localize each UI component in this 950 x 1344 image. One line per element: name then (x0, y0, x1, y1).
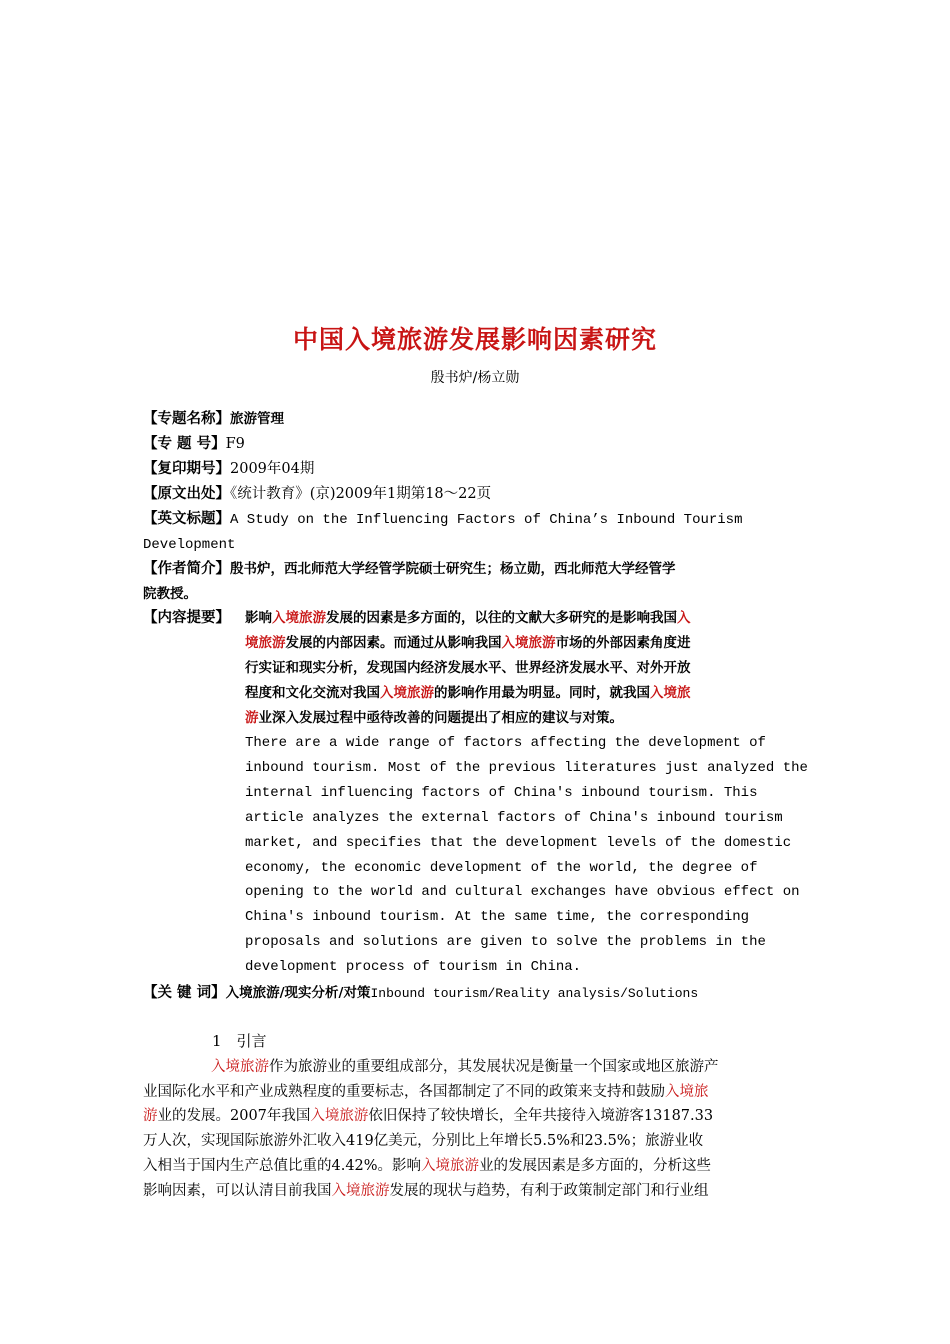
body-text: 业的发展。2007年我国 (157, 1108, 311, 1125)
body-text: 万人次，实现国际旅游外汇收入419亿美元，分别比上年增长5.5%和23.5%；旅游业收 (143, 1133, 704, 1150)
meta-topic (143, 407, 808, 432)
meta-code (143, 432, 808, 457)
reprint-value: 2009年04期 (230, 461, 315, 477)
body-text: 入相当于国内生产总值比重的4.42%。影响 (143, 1157, 422, 1174)
keywords-label: 【关 键 词】 (143, 985, 226, 1001)
abstract-en-line: proposals and solutions are given to solve the problems in the (245, 934, 766, 951)
reprint-label: 【复印期号】 (143, 461, 230, 477)
authors: 殷书炉/杨立勋 (430, 370, 520, 386)
keywords-en: Inbound tourism/Reality analysis/Solutions (370, 986, 699, 1001)
abstract-en-line: There are a wide range of factors affecting the development of (245, 735, 766, 751)
abstract-cn-text: 业深入发展过程中亟待改善的问题提出了相应的建议与对策。 (258, 710, 623, 726)
en-title-label: 【英文标题】 (143, 511, 230, 527)
meta-english-title (143, 507, 808, 558)
code-value: F9 (225, 436, 245, 452)
keyword-highlight: 入境旅游 (272, 610, 326, 626)
keyword-highlight: 入境旅游 (310, 1108, 369, 1125)
en-title-line2: Development (143, 537, 236, 553)
body-text: 依旧保持了较快增长，全年共接待入境游客13187.33 (368, 1108, 714, 1125)
meta-keywords (143, 981, 808, 1006)
source-label: 【原文出处】 (143, 486, 230, 502)
meta-reprint (143, 457, 808, 482)
abstract-en-line: economy, the economic development of the world, the degree of (245, 859, 758, 876)
abstract-english (245, 731, 810, 980)
body-text: 业的发展因素是多方面的，分析这些 (479, 1157, 712, 1174)
abstract-en-line: development process of tourism in China. (245, 959, 582, 976)
abstract-chinese (245, 606, 810, 980)
author-line2: 院教授。 (143, 586, 197, 602)
body-text: 业国际化水平和产业成熟程度的重要标志，各国都制定了不同的政策来支持和鼓励 (143, 1083, 665, 1100)
code-label: 【专 题 号】 (143, 436, 226, 452)
abstract-cn-text: 程度和文化交流对我国 (245, 685, 380, 701)
abstract-en-line: inbound tourism. Most of the previous literatures just analyzed the (245, 759, 808, 776)
abstract-cn-text: 影响 (245, 610, 272, 626)
keyword-highlight: 入境旅游 (331, 1182, 390, 1199)
abstract-label: 【内容提要】 (143, 610, 230, 626)
keyword-highlight: 入境旅 (665, 1083, 709, 1100)
topic-label: 【专题名称】 (143, 411, 230, 427)
abstract-en-line: article analyzes the external factors of China's inbound tourism (245, 809, 783, 826)
body-text: 发展的现状与趋势，有利于政策制定部门和行业组 (389, 1182, 709, 1199)
keyword-highlight: 入境旅游 (421, 1157, 480, 1174)
keyword-highlight: 入境旅游 (380, 685, 434, 701)
abstract-en-line: market, and specifies that the development levels of the domestic (245, 834, 792, 851)
meta-source (143, 482, 808, 507)
page-title: 中国入境旅游发展影响因素研究 (292, 325, 657, 354)
abstract-cn-text: 行实证和现实分析，发现国内经济发展水平、世界经济发展水平、对外开放 (245, 660, 691, 676)
abstract-en-line: China's inbound tourism. At the same time, the corresponding (245, 909, 750, 926)
keywords-cn: 入境旅游/现实分析/对策 (225, 985, 371, 1001)
keyword-highlight: 入境旅游 (211, 1059, 269, 1075)
keyword-highlight: 境旅游 (245, 635, 286, 651)
keyword-highlight: 入 (677, 610, 691, 626)
en-title-line1: A Study on the Influencing Factors of China’s Inbound Tourism (230, 512, 743, 528)
section-heading: 1 引言 (212, 1032, 267, 1050)
abstract-en-line: opening to the world and cultural exchanges have obvious effect on (245, 884, 800, 901)
author-line1: 殷书炉，西北师范大学经管学院硕士研究生；杨立勋，西北师范大学经管学 (230, 561, 676, 577)
abstract-cn-text: 市场的外部因素角度进 (555, 635, 691, 651)
author-label: 【作者简介】 (143, 561, 230, 577)
keyword-highlight: 入境旅游 (501, 635, 556, 651)
body-text: 作为旅游业的重要组成部分，其发展状况是衡量一个国家或地区旅游产 (269, 1059, 719, 1075)
body-text: 影响因素，可以认清目前我国 (143, 1182, 332, 1199)
body-paragraph (143, 1055, 803, 1203)
source-value: 《统计教育》(京)2009年1期第18～22页 (230, 486, 492, 502)
keyword-highlight: 游 (245, 710, 259, 726)
keyword-highlight: 游 (143, 1108, 158, 1125)
abstract-en-line: internal influencing factors of China's inbound tourism. This (245, 784, 758, 801)
abstract-cn-text: 的影响作用最为明显。同时，就我国 (434, 685, 650, 701)
abstract-cn-text: 发展的内部因素。而通过从影响我国 (285, 635, 502, 651)
topic-value: 旅游管理 (230, 411, 284, 427)
meta-author-intro (143, 557, 808, 607)
keyword-highlight: 入境旅 (650, 685, 691, 701)
abstract-cn-text: 发展的因素是多方面的，以往的文献大多研究的是影响我国 (326, 610, 677, 626)
